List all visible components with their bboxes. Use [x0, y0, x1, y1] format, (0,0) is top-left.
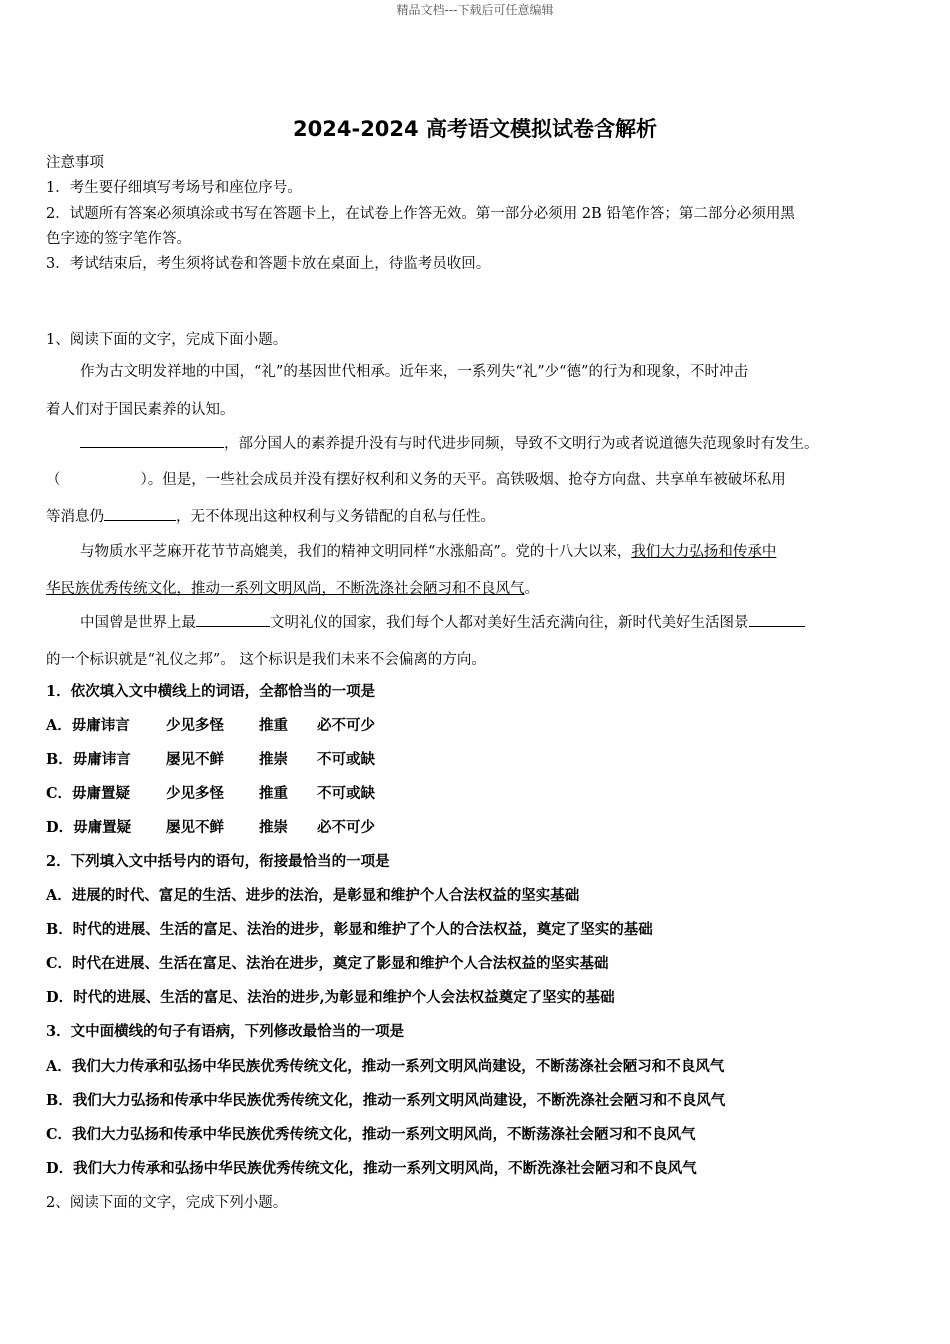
option-word: 推重 [259, 785, 288, 802]
passage-text: 。 [524, 581, 539, 597]
sub-question-1-stem: 1．依次填入文中横线上的词语，全都恰当的一项是 [46, 683, 376, 700]
passage-p2-line3 [46, 505, 495, 526]
notice-heading: 注意事项 [46, 155, 104, 171]
notice-item-1: 1．考生要仔细填写考场号和座位序号。 [46, 180, 302, 196]
sub-question-3-option-a: A．我们大力传承和弘扬中华民族优秀传统文化，推动一系列文明风尚建设，不断荡涤社会陋习和不良风气 [46, 1058, 725, 1075]
passage-p3-line2 [46, 577, 539, 598]
option-word: 必不可少 [317, 819, 375, 836]
sub-question-2-option-c: C．时代在进展、生活在富足、法治在进步，奠定了影显和维护个人合法权益的坚实基础 [46, 955, 609, 972]
passage-p1-line2: 着人们对于国民素养的认知。 [46, 402, 235, 418]
option-word: 推崇 [259, 751, 288, 768]
option-word: 少见多怪 [166, 785, 224, 802]
option-word: A．毋庸讳言 [46, 717, 130, 734]
passage-p4-line1 [80, 611, 805, 632]
notice-item-2-cont: 色字迹的签字笔作答。 [46, 231, 191, 247]
option-word: 不可或缺 [317, 785, 375, 802]
passage-text: 中国曾是世界上最 [80, 615, 196, 631]
passage-text: ，部分国人的素养提升没有与时代进步同频，导致不文明行为或者说道德失范现象时有发生。 [224, 436, 819, 452]
option-word: 屡见不鲜 [166, 751, 224, 768]
fill-blank [80, 433, 224, 448]
passage-p3-line1 [80, 540, 776, 561]
sub-question-2-option-a: A．进展的时代、富足的生活、进步的法治，是彰显和维护个人合法权益的坚实基础 [46, 887, 580, 904]
sub-question-2-option-d: D．时代的进展、生活的富足、法治的进步,为彰显和维护个人会法权益奠定了坚实的基础 [46, 989, 615, 1006]
fill-blank [104, 506, 176, 521]
option-word: 推重 [259, 717, 288, 734]
sub-question-1-option-c [46, 782, 375, 803]
sub-question-2-stem: 2．下列填入文中括号内的语句，衔接最恰当的一项是 [46, 853, 390, 870]
option-word: 屡见不鲜 [166, 819, 224, 836]
sub-question-3-option-b: B．我们大力弘扬和传承中华民族优秀传统文化，推动一系列文明风尚建设，不断洗涤社会陋习和不良风气 [46, 1092, 726, 1109]
sub-question-3-stem: 3．文中面横线的句子有语病，下列修改最恰当的一项是 [46, 1023, 405, 1040]
question-1-intro: 1、阅读下面的文字，完成下面小题。 [46, 332, 288, 348]
passage-text: 等消息仍 [46, 509, 104, 525]
option-word: 不可或缺 [317, 751, 375, 768]
fill-blank [749, 612, 805, 627]
option-word: C．毋庸置疑 [46, 785, 131, 802]
sub-question-1-option-b [46, 748, 375, 769]
header-note: 精品文档---下载后可任意编辑 [396, 3, 554, 17]
option-word: B．毋庸讳言 [46, 751, 131, 768]
sub-question-1-option-d [46, 816, 375, 837]
paren-open: （ [46, 472, 61, 488]
underlined-sentence: 华民族优秀传统文化，推动一系列文明风尚，不断洗涤社会陋习和不良风气 [46, 581, 525, 597]
passage-text: ）。但是，一些社会成员并没有摆好权利和义务的天平。高铁吸烟、抢夺方向盘、共享单车被破坏私用 [140, 472, 786, 488]
passage-text: 与物质水平芝麻开花节节高媲美，我们的精神文明同样“水涨船高”。党的十八大以来， [80, 544, 632, 560]
notice-item-3: 3．考试结束后，考生须将试卷和答题卡放在桌面上，待监考员收回。 [46, 256, 491, 272]
option-word: 推崇 [259, 819, 288, 836]
question-2-intro: 2、阅读下面的文字，完成下列小题。 [46, 1195, 288, 1211]
sub-question-3-option-c: C．我们大力弘扬和传承中华民族优秀传统文化，推动一系列文明风尚，不断荡涤社会陋习和不良风气 [46, 1126, 696, 1143]
passage-text: ，无不体现出这种权利与义务错配的自私与任性。 [176, 509, 495, 525]
notice-item-2: 2．试题所有答案必须填涂或书写在答题卡上，在试卷上作答无效。第一部分必须用 2B 铅笔作答；第二部分必须用黑 [46, 206, 795, 222]
sub-question-1-option-a [46, 714, 375, 735]
passage-p2-line1 [80, 432, 819, 453]
passage-p1-line1: 作为古文明发祥地的中国，“礼”的基因世代相承。近年来，一系列失“礼”少“德”的行为和现象，不时冲击 [80, 364, 748, 380]
underlined-sentence: 我们大力弘扬和传承中 [631, 544, 777, 560]
fill-blank [196, 612, 270, 627]
option-word: 少见多怪 [166, 717, 224, 734]
passage-p2-line2 [46, 468, 786, 489]
passage-text: 文明礼仪的国家，我们每个人都对美好生活充满向往，新时代美好生活图景 [270, 615, 749, 631]
passage-p4-line2: 的一个标识就是“礼仪之邦”。 这个标识是我们未来不会偏离的方向。 [46, 652, 486, 668]
option-word: D．毋庸置疑 [46, 819, 132, 836]
sub-question-3-option-d: D．我们大力传承和弘扬中华民族优秀传统文化，推动一系列文明风尚，不断洗涤社会陋习和不良风气 [46, 1160, 697, 1177]
option-word: 必不可少 [317, 717, 375, 734]
page-title: 2024-2024 高考语文模拟试卷含解析 [293, 117, 657, 141]
sub-question-2-option-b: B．时代的进展、生活的富足、法治的进步，彰显和维护了个人的合法权益，奠定了坚实的基础 [46, 921, 653, 938]
